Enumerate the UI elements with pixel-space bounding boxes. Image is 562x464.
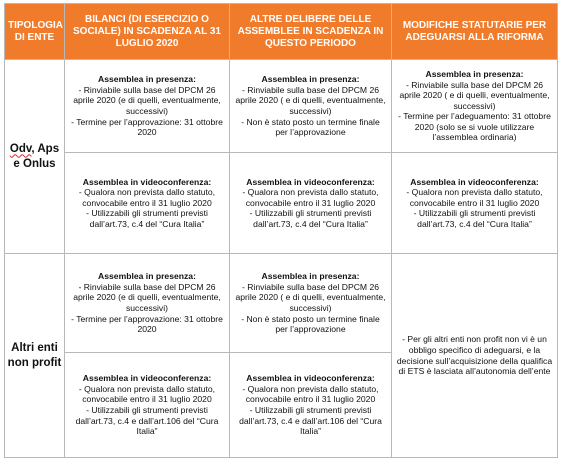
header-row: [5, 4, 558, 60]
cell-line: - Rinviabile sulla base del DPCM 26 aprile 2020 ( e di quelli, eventualmente, successivi): [399, 79, 550, 111]
cell-line: - Rinviabile sulla base del DPCM 26 aprile 2020 (e di quelli, eventualmente, successivi): [73, 84, 221, 116]
table-cell: [230, 60, 392, 153]
cell-line: - Utilizzabili gli strumenti previsti dall’art.73, c.4 del “Cura Italia”: [86, 208, 208, 229]
table-cell: [230, 153, 392, 254]
cell-title: Assemblea in videoconferenza:: [246, 373, 375, 384]
cell-title: Assemblea in presenza:: [425, 68, 524, 79]
table-cell: [392, 153, 558, 254]
cell-title: Assemblea in videoconferenza:: [246, 176, 375, 187]
cell-line: - Utilizzabili gli strumenti previsti dall’art.73, c.4 e dall’art.106 del “Cura Italia”: [75, 405, 219, 437]
cell-line: - Qualora non prevista dallo statuto, convocabile entro il 31 luglio 2020: [242, 383, 379, 405]
table-cell: [230, 254, 392, 353]
table-cell: [65, 153, 230, 254]
cell-line: - Qualora non prevista dallo statuto, convocabile entro il 31 luglio 2020: [242, 187, 379, 208]
cell-line: - Termine per l’approvazione: 31 ottobre 2020: [71, 116, 223, 138]
table-cell: [65, 254, 230, 353]
header-bilanci: BILANCI (DI ESERCIZIO O SOCIALE) IN SCADENZA AL 31 LUGLIO 2020: [65, 4, 230, 60]
cell-line: - Per gli altri enti non profit non vi è un obbligo specifico di adeguarsi, e la decisione sull’acquisizione della qualifica di ETS è lasciata all’autonomia dell’ente: [396, 334, 553, 377]
cell-line: - Utilizzabili gli strumenti previsti dall’art.73, c.4 del “Cura Italia”: [413, 208, 536, 229]
cell-title: Assemblea in presenza:: [261, 74, 360, 85]
table-cell: [392, 254, 558, 458]
cell-line: - Termine per l’approvazione: 31 ottobre 2020: [71, 313, 223, 335]
cell-title: Assemblea in presenza:: [98, 271, 196, 282]
table-row: [5, 153, 558, 254]
cell-title: Assemblea in presenza:: [98, 74, 196, 85]
cell-line: - Termine per l’adeguamento: 31 ottobre 2020 (solo se si vuole utilizzare l’assemblea ordinaria): [398, 111, 551, 143]
cell-title: Assemblea in videoconferenza:: [82, 176, 212, 187]
header-tipologia: TIPOLOGIA DI ENTE: [5, 4, 65, 60]
header-modifiche-statutarie: MODIFICHE STATUTARIE PER ADEGUARSI ALLA RIFORMA: [392, 4, 558, 60]
table-row: [5, 60, 558, 153]
summary-table: [4, 3, 558, 458]
table-cell: [65, 353, 230, 458]
cell-line: - Qualora non prevista dallo statuto, convocabile entro il 31 luglio 2020: [78, 383, 216, 405]
cell-line: - Rinviabile sulla base del DPCM 26 aprile 2020 (e di quelli, eventualmente, successivi): [73, 281, 221, 313]
table-cell: [230, 353, 392, 458]
table-cell: [392, 60, 558, 153]
cell-line: - Utilizzabili gli strumenti previsti dall’art.73, c.4 e dall’art.106 del “Cura Italia”: [239, 405, 382, 437]
cell-line: - Rinviabile sulla base del DPCM 26 aprile 2020 ( e di quelli, eventualmente, successivi): [235, 84, 386, 116]
cell-line: - Utilizzabili gli strumenti previsti dall’art.73, c.4 del “Cura Italia”: [249, 208, 372, 229]
table-row: [5, 254, 558, 353]
cell-title: Assemblea in videoconferenza:: [82, 373, 212, 384]
cell-line: - Qualora non prevista dallo statuto, convocabile entro il 31 luglio 2020: [406, 187, 543, 208]
cell-line: - Qualora non prevista dallo statuto, convocabile entro il 31 luglio 2020: [78, 187, 216, 208]
cell-line: - Non è stato posto un termine finale per l’approvazione: [241, 313, 380, 335]
cell-title: Assemblea in presenza:: [261, 271, 360, 282]
cell-line: - Rinviabile sulla base del DPCM 26 aprile 2020 ( e di quelli, eventualmente, successivi): [235, 281, 386, 313]
ente-label-odv: Odv, Aps e Onlus: [5, 60, 65, 254]
header-delibere: ALTRE DELIBERE DELLE ASSEMBLEE IN SCADENZA IN QUESTO PERIODO: [230, 4, 392, 60]
table-cell: [65, 60, 230, 153]
spellcheck-word: Odv: [9, 142, 32, 155]
cell-line: - Non è stato posto un termine finale per l’approvazione: [241, 116, 380, 138]
ente-label-altri: Altri enti non profit: [5, 254, 65, 458]
cell-title: Assemblea in videoconferenza:: [410, 176, 539, 187]
